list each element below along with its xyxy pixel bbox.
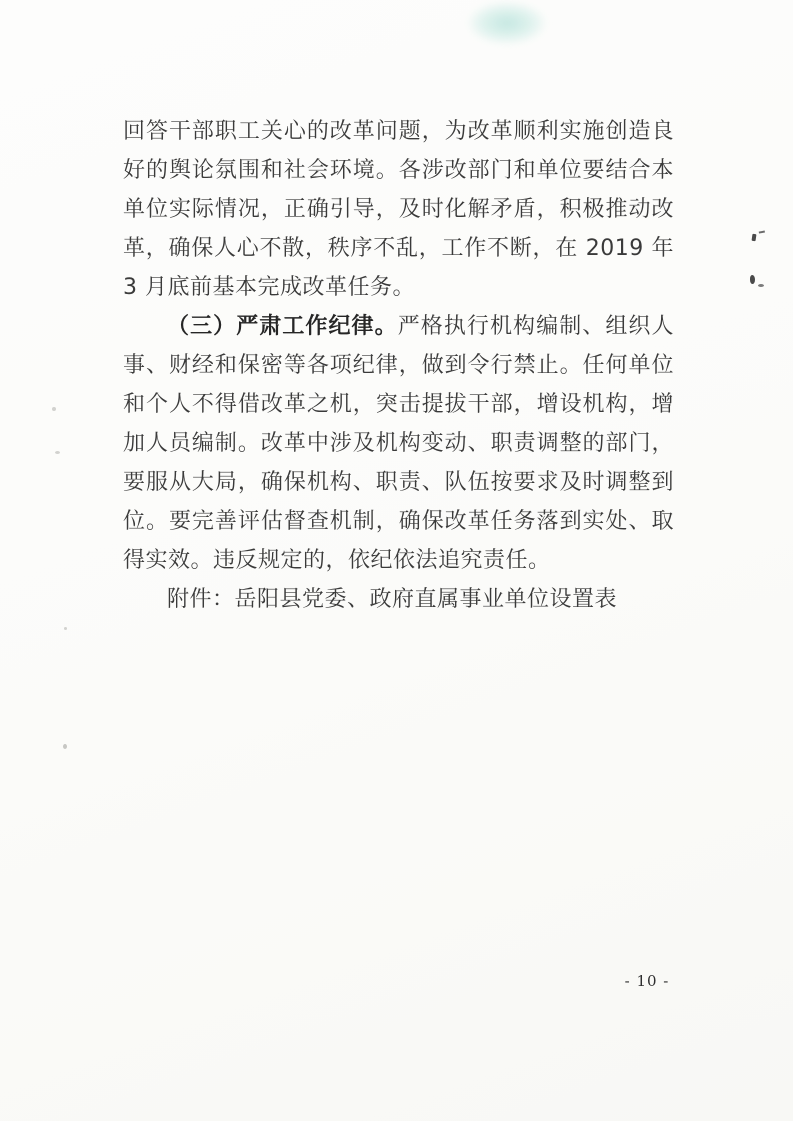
paragraph-text: 回答干部职工关心的改革问题，为改革顺利实施创造良好的舆论氛围和社会环境。各涉改部门和单位要结合本单位实际情况，正确引导，及时化解矛盾，积极推动改革，确保人心不散，秩序不乱，工作不断，在 2019 年 3 月底前基本完成改革任务。 xyxy=(123,119,674,300)
paragraph-text: 严格执行机构编制、组织人事、财经和保密等各项纪律，做到令行禁止。任何单位和个人不得借改革之机，突击提拔干部，增设机构，增加人员编制。改革中涉及机构变动、职责调整的部门，要服从大局，确保机构、职责、队伍按要求及时调整到位。要完善评估督查机制，确保改革任务落到实处、取得实效。违反规定的，依纪依法追究责任。 xyxy=(123,314,674,573)
scan-smudge xyxy=(468,2,546,44)
paragraph-text: 附件：岳阳县党委、政府直属事业单位设置表 xyxy=(167,587,618,612)
ink-speck xyxy=(752,234,757,241)
scan-speck xyxy=(55,451,60,454)
scan-speck xyxy=(52,407,56,411)
paragraph xyxy=(123,307,674,580)
ink-speck xyxy=(750,275,755,284)
scan-speck xyxy=(64,627,67,630)
paragraph xyxy=(123,580,674,619)
scan-speck xyxy=(63,744,67,749)
page-number: - 10 - xyxy=(624,972,670,990)
paragraph xyxy=(123,112,674,307)
document-body xyxy=(123,112,674,619)
paragraph-heading: （三）严肃工作纪律。 xyxy=(167,314,398,339)
